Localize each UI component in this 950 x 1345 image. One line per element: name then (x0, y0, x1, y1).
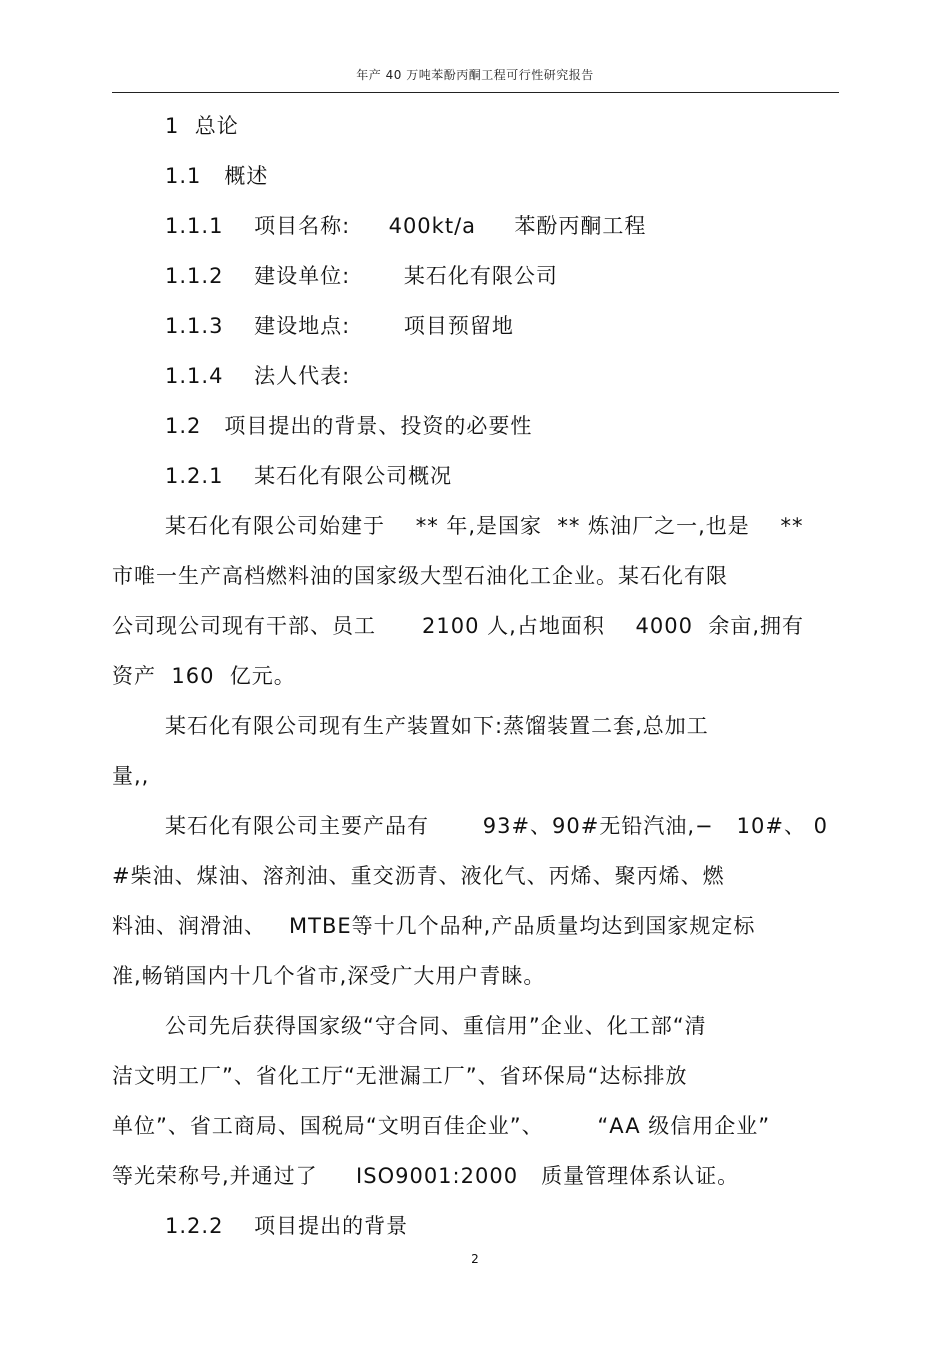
paragraph-line: 某石化有限公司现有生产装置如下:蒸馏装置二套,总加工 (165, 714, 709, 738)
subsection-heading: 1.2.1 某石化有限公司概况 (165, 464, 453, 488)
subsection-heading: 1.1.3 建设地点: 项目预留地 (165, 314, 514, 338)
paragraph-line: 量,, (112, 764, 150, 788)
subsection-heading: 1.1.1 项目名称: 400kt/a 苯酚丙酮工程 (165, 214, 647, 238)
paragraph-line: 市唯一生产高档燃料油的国家级大型石油化工企业。某石化有限 (112, 564, 728, 588)
page-header-title: 年产 40 万吨苯酚丙酮工程可行性研究报告 (356, 68, 594, 82)
paragraph-line: 料油、润滑油、 MTBE等十几个品种,产品质量均达到国家规定标 (112, 914, 756, 938)
paragraph-line: 某石化有限公司始建于 ** 年,是国家 ** 炼油厂之一,也是 ** (165, 514, 804, 538)
paragraph-line: 准,畅销国内十几个省市,深受广大用户青睐。 (112, 964, 546, 988)
paragraph-line: #柴油、煤油、溶剂油、重交沥青、液化气、丙烯、聚丙烯、燃 (112, 864, 725, 888)
paragraph-line: 洁文明工厂”、省化工厅“无泄漏工厂”、省环保局“达标排放 (112, 1064, 688, 1088)
paragraph-line: 资产 160 亿元。 (112, 664, 296, 688)
paragraph-line: 单位”、省工商局、国税局“文明百佳企业”、 “AA 级信用企业” (112, 1114, 771, 1138)
paragraph-line: 某石化有限公司主要产品有 93#、90#无铅汽油,− 10#、 0 (165, 814, 829, 838)
paragraph-line: 公司先后获得国家级“守合同、重信用”企业、化工部“清 (165, 1014, 707, 1038)
header-rule (112, 92, 839, 93)
subsection-heading: 1.1.4 法人代表: (165, 364, 351, 388)
section-heading: 1.2 项目提出的背景、投资的必要性 (165, 414, 533, 438)
subsection-heading: 1.2.2 项目提出的背景 (165, 1214, 409, 1238)
paragraph-line: 等光荣称号,并通过了 ISO9001:2000 质量管理体系认证。 (112, 1164, 740, 1188)
subsection-heading: 1.1.2 建设单位: 某石化有限公司 (165, 264, 558, 288)
paragraph-line: 公司现公司现有干部、员工 2100 人,占地面积 4000 余亩,拥有 (112, 614, 805, 638)
section-heading: 1.1 概述 (165, 164, 269, 188)
page-number: 2 (471, 1252, 479, 1266)
chapter-heading: 1 总论 (165, 114, 239, 138)
